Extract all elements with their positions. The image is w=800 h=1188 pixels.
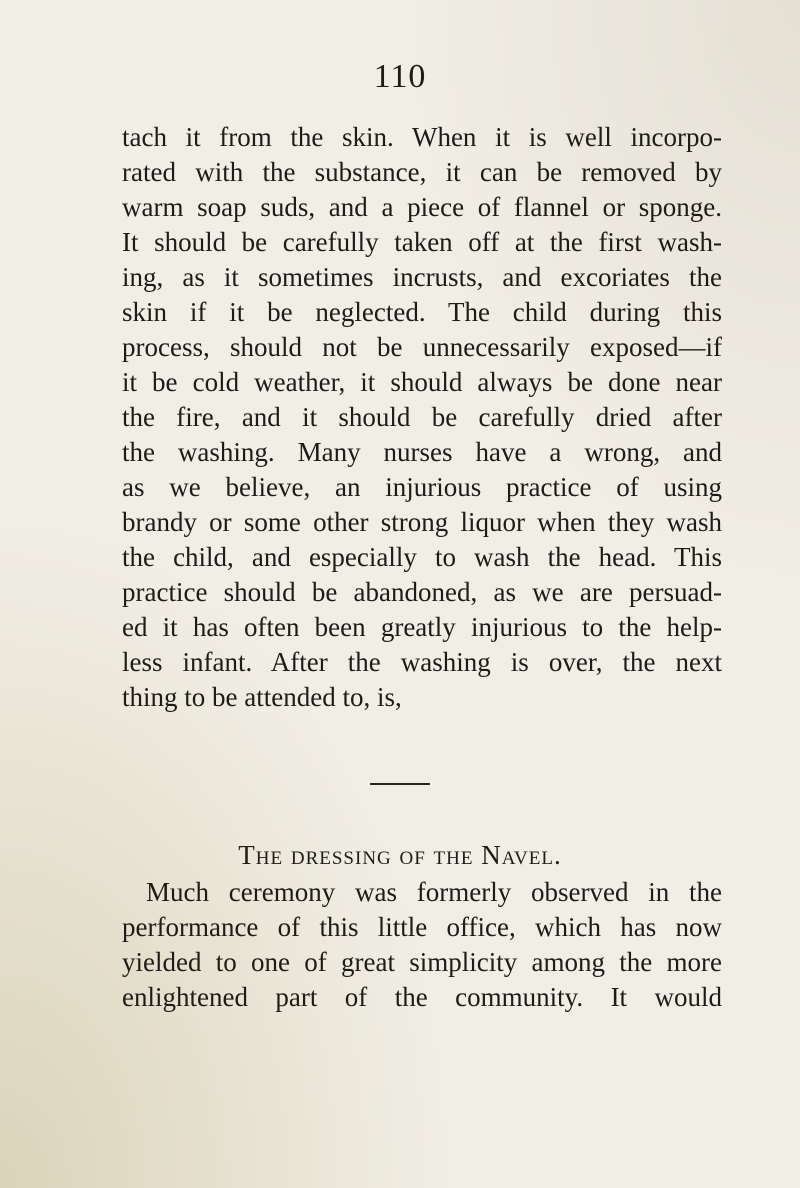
text-line: the child, and especially to wash the head. This bbox=[122, 542, 722, 572]
text-line: warm soap suds, and a piece of flannel or sponge. bbox=[122, 192, 722, 222]
text-line: less infant. After the washing is over, the next bbox=[122, 647, 722, 677]
text-line: the fire, and it should be carefully dried after bbox=[122, 402, 722, 432]
text-line: Much ceremony was formerly observed in the bbox=[146, 877, 722, 907]
text-line: practice should be abandoned, as we are persuad- bbox=[122, 577, 722, 607]
section-divider bbox=[370, 783, 430, 785]
text-line: performance of this little office, which has now bbox=[122, 912, 722, 942]
text-line: brandy or some other strong liquor when they wash bbox=[122, 507, 722, 537]
page-number: 110 bbox=[373, 58, 427, 95]
text-line: ed it has often been greatly injurious to the help- bbox=[122, 612, 722, 642]
text-line: rated with the substance, it can be removed by bbox=[122, 157, 722, 187]
text-line: yielded to one of great simplicity among the more bbox=[122, 947, 722, 977]
text-line: as we believe, an injurious practice of using bbox=[122, 472, 722, 502]
text-line: it be cold weather, it should always be done near bbox=[122, 367, 722, 397]
text-line: the washing. Many nurses have a wrong, and bbox=[122, 437, 722, 467]
text-line: ing, as it sometimes incrusts, and excoriates the bbox=[122, 262, 722, 292]
text-line: tach it from the skin. When it is well incorpo- bbox=[122, 122, 722, 152]
text-line: process, should not be unnecessarily exposed—if bbox=[122, 332, 722, 362]
text-line: thing to be attended to, is, bbox=[122, 682, 402, 712]
section-heading: The dressing of the Navel. bbox=[238, 840, 562, 870]
text-line: It should be carefully taken off at the first wash- bbox=[122, 227, 722, 257]
text-line: enlightened part of the community. It would bbox=[122, 982, 722, 1012]
text-line: skin if it be neglected. The child during this bbox=[122, 297, 722, 327]
